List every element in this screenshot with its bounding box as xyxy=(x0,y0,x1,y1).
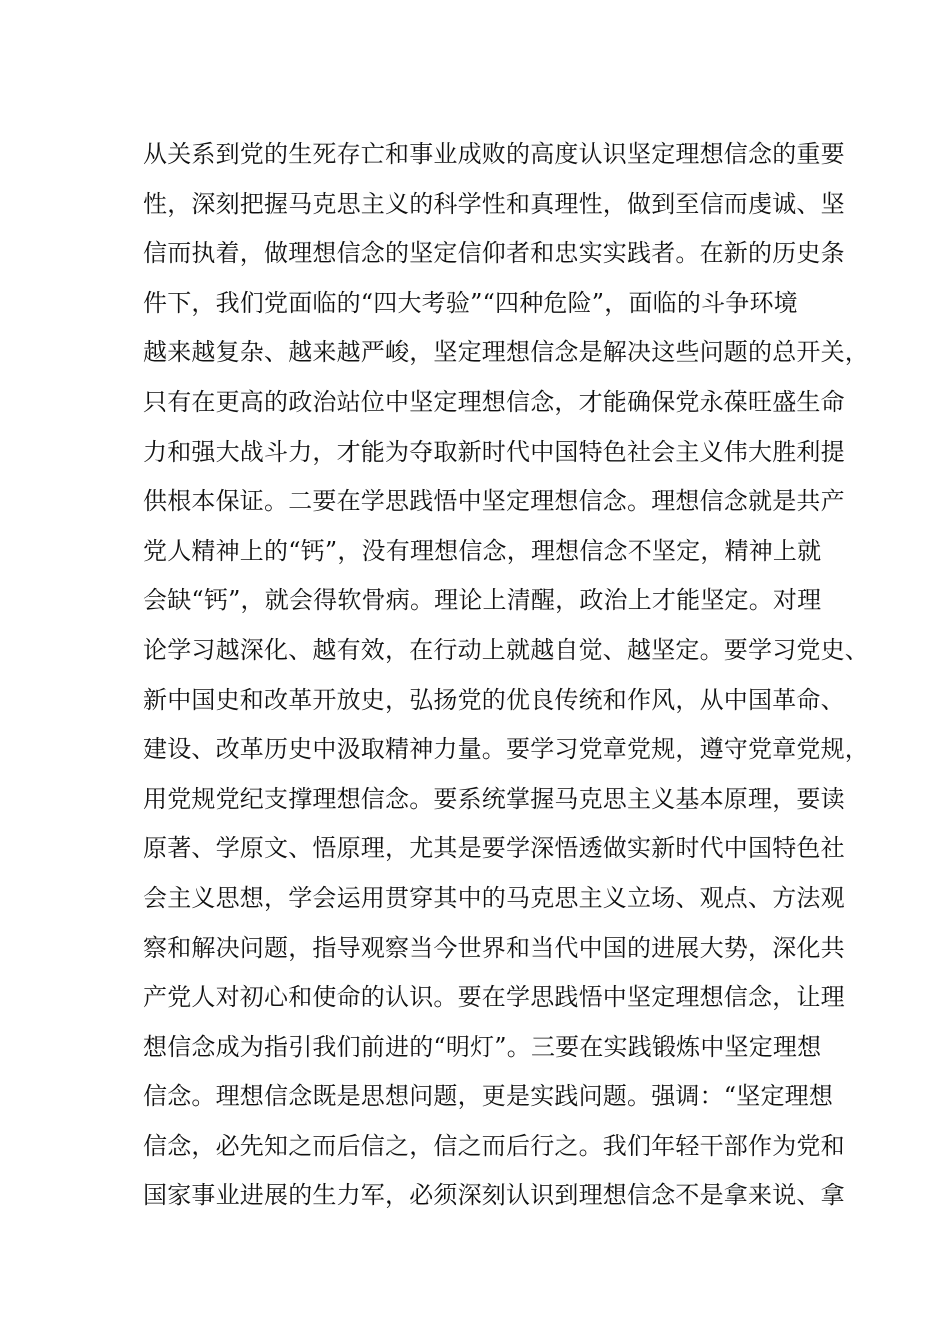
text-line: 想信念成为指引我们前进的“明灯”。三要在实践锻炼中坚定理想 xyxy=(143,1032,822,1061)
text-line: 论学习越深化、越有效，在行动上就越自觉、越坚定。要学习党史、 xyxy=(143,635,869,664)
body-text xyxy=(143,130,869,1221)
text-line: 性，深刻把握马克思主义的科学性和真理性，做到至信而虔诚、坚 xyxy=(143,189,845,218)
text-line: 信念。理想信念既是思想问题，更是实践问题。强调：“坚定理想 xyxy=(143,1082,834,1111)
text-line: 产党人对初心和使命的认识。要在学思践悟中坚定理想信念，让理 xyxy=(143,983,845,1012)
text-line: 越来越复杂、越来越严峻，坚定理想信念是解决这些问题的总开关， xyxy=(143,338,869,367)
text-line: 党人精神上的“钙”，没有理想信念，理想信念不坚定，精神上就 xyxy=(143,536,822,565)
text-line: 只有在更高的政治站位中坚定理想信念，才能确保党永葆旺盛生命 xyxy=(143,387,845,416)
text-line: 国家事业进展的生力军，必须深刻认识到理想信念不是拿来说、拿 xyxy=(143,1181,845,1210)
text-line: 供根本保证。二要在学思践悟中坚定理想信念。理想信念就是共产 xyxy=(143,487,845,516)
text-line: 件下，我们党面临的“四大考验”“四种危险”，面临的斗争环境 xyxy=(143,288,798,317)
text-line: 从关系到党的生死存亡和事业成败的高度认识坚定理想信念的重要 xyxy=(143,140,845,168)
text-line: 用党规党纪支撑理想信念。要系统掌握马克思主义基本原理，要读 xyxy=(143,784,845,813)
text-line: 原著、学原文、悟原理，尤其是要学深悟透做实新时代中国特色社 xyxy=(143,834,845,863)
text-line: 力和强大战斗力，才能为夺取新时代中国特色社会主义伟大胜利提 xyxy=(143,437,845,466)
text-line: 信念，必先知之而后信之，信之而后行之。我们年轻干部作为党和 xyxy=(143,1131,845,1160)
text-line: 信而执着，做理想信念的坚定信仰者和忠实实践者。在新的历史条 xyxy=(143,239,845,268)
text-line: 察和解决问题，指导观察当今世界和当代中国的进展大势，深化共 xyxy=(143,933,845,962)
text-line: 新中国史和改革开放史，弘扬党的优良传统和作风，从中国革命、 xyxy=(143,685,845,714)
text-line: 建设、改革历史中汲取精神力量。要学习党章党规，遵守党章党规， xyxy=(143,735,869,764)
text-line: 会主义思想，学会运用贯穿其中的马克思主义立场、观点、方法观 xyxy=(143,883,845,912)
text-line: 会缺“钙”，就会得软骨病。理论上清醒，政治上才能坚定。对理 xyxy=(143,586,822,615)
